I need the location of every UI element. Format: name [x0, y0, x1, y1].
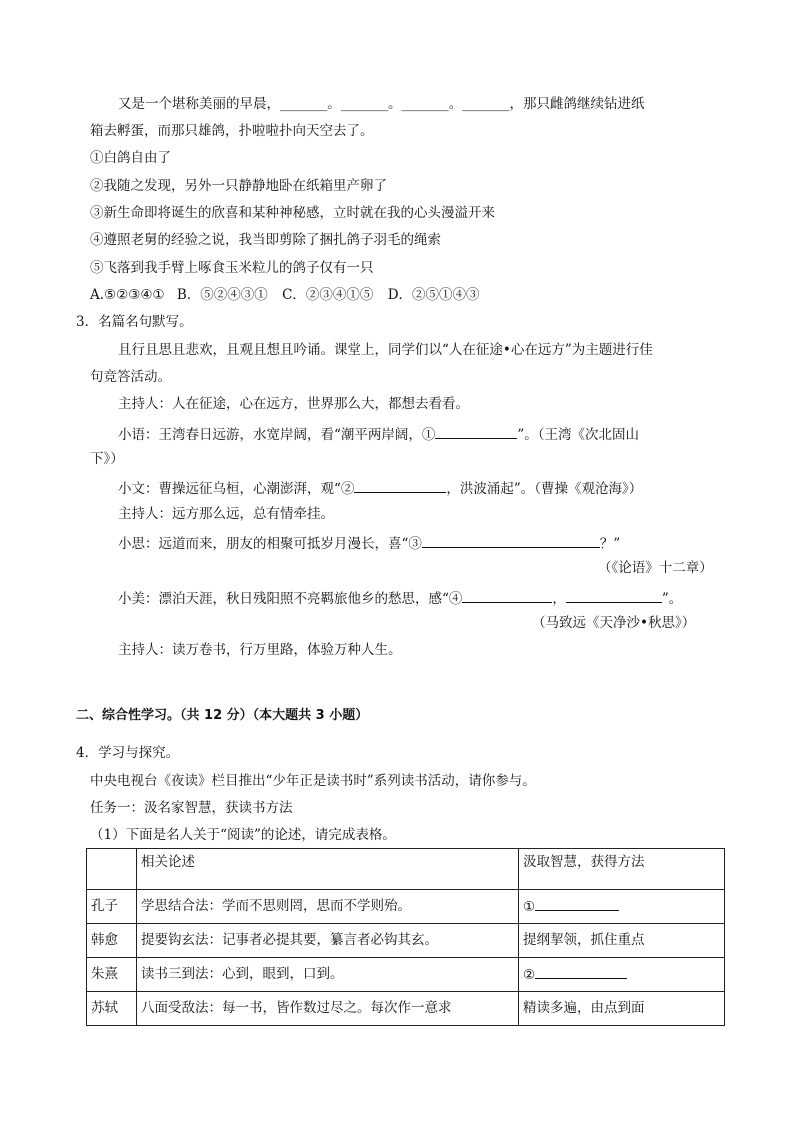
q3-host-3: 主持人：读万卷书，行万里路，体验万种人生。	[118, 642, 402, 658]
q3-xiaomei-text: 小美：漂泊天涯，秋日残阳照不亮羁旅他乡的愁思，感“④	[118, 591, 463, 607]
method-answer-label: ②	[523, 967, 536, 984]
q3-host-1: 主持人：人在征途，心在远方，世界那么大，都想去看看。	[118, 396, 469, 412]
answer-d[interactable]: D．②⑤①④③	[387, 287, 480, 303]
q3-xiaowen	[118, 480, 642, 497]
q4-task-1: 任务一：汲名家智慧，获读书方法	[90, 800, 293, 816]
q3-intro-2: 句竞答活动。	[90, 369, 171, 385]
q3-xiaowen-text: 小文：曹操远征乌桓，心潮澎湃，观“②	[118, 481, 355, 497]
method-answer-cell: 提纲挈领，抓住重点	[519, 924, 725, 958]
q2-stem-line-1	[118, 98, 645, 112]
q2-sep: 。	[388, 96, 402, 112]
q4-intro: 中央电视台《夜读》栏目推出“少年正是读书时”系列读书活动，请你参与。	[90, 773, 536, 789]
q3-intro-1: 且行且思且悲欢，且观且想且吟诵。课堂上，同学们以“人在征途•心在远方”为主题进行佳	[118, 342, 653, 358]
method-answer-cell	[519, 958, 725, 992]
q3-host-2: 主持人：远方那么远，总有情牵挂。	[118, 506, 334, 522]
table-row	[87, 958, 725, 992]
q2-answer-choices	[90, 289, 480, 303]
section-heading: 二、综合性学习。（共 12 分）（本大题共 3 小题）	[76, 708, 369, 723]
answer-a[interactable]: A.⑤②③④①	[90, 287, 165, 303]
q2-sep: 。	[448, 96, 463, 112]
answer-blank-4a[interactable]	[462, 590, 552, 603]
answer-c[interactable]: C．②③④①⑤	[282, 287, 374, 303]
q2-stem-line-2: 箱去孵蛋，而那只雄鸽，扑啦啦扑向天空去了。	[90, 123, 374, 139]
method-text: 读书三到法：心到，眼到，口到。	[137, 958, 519, 992]
q3-title: 3．名篇名句默写。	[76, 314, 193, 330]
q3-xiaosi-end: ？”	[599, 536, 621, 552]
table-header-row	[87, 849, 725, 890]
answer-blank-3[interactable]	[422, 535, 600, 548]
q3-xiaoyu-text: 小语：王湾春日远游，水宽岸阔，看“潮平两岸阔，①	[118, 427, 436, 443]
method-text: 学思结合法：学而不思则罔，思而不学则殆。	[137, 890, 519, 924]
q3-xiaomei-sep: ，	[552, 591, 566, 607]
q4-sub-1: （1）下面是名人关于“阅读”的论述，请完成表格。	[90, 827, 396, 843]
person-name: 朱熹	[87, 958, 137, 992]
q2-option-4: ④遵照老舅的经验之说，我当即剪除了捆扎鸽子羽毛的绳索	[90, 232, 441, 248]
person-name: 韩愈	[87, 924, 137, 958]
q2-sep: 。	[327, 96, 341, 112]
q3-xiaoyu-cont: 下》）	[90, 451, 124, 467]
reading-methods-table	[86, 848, 725, 1026]
table-row	[87, 992, 725, 1026]
method-answer-label: ①	[523, 899, 536, 916]
table-header-cell: 相关论述	[137, 849, 519, 890]
q3-xiaoyu	[118, 426, 639, 443]
table-row	[87, 924, 725, 958]
q3-xiaosi-text: 小思：远道而来，朋友的相聚可抵岁月漫长，喜“③	[118, 536, 422, 552]
q2-blank-4[interactable]: _______	[462, 96, 510, 112]
answer-blank-1[interactable]	[435, 426, 517, 439]
q4-title: 4．学习与探究。	[76, 745, 180, 761]
table-row	[87, 890, 725, 924]
method-answer-cell	[519, 890, 725, 924]
q2-option-2: ②我随之发现，另外一只静静地卧在纸箱里产卵了	[90, 178, 387, 194]
answer-b[interactable]: B．⑤②④③①	[176, 287, 268, 303]
q2-option-1: ①白鸽自由了	[90, 150, 171, 166]
method-text: 八面受敌法：每一书，皆作数过尽之。每次作一意求	[137, 992, 519, 1026]
table-answer-blank-2[interactable]	[535, 966, 627, 979]
person-name: 苏轼	[87, 992, 137, 1026]
answer-blank-4b[interactable]	[566, 590, 662, 603]
q3-source-lunyu: （《论语》十二章）	[598, 560, 713, 576]
table-answer-blank-1[interactable]	[535, 898, 619, 911]
q3-xiaomei-end: ”。	[661, 591, 683, 607]
q2-blank-1[interactable]: _______	[280, 96, 328, 112]
q3-xiaoyu-source: ”。（王湾《次北固山	[517, 427, 640, 443]
answer-blank-2[interactable]	[354, 480, 446, 493]
method-text: 提要钩玄法：记事者必提其要，纂言者必钩其玄。	[137, 924, 519, 958]
method-answer-cell: 精读多遍，由点到面	[519, 992, 725, 1026]
q2-option-5: ⑤飞落到我手臂上啄食玉米粒儿的鸽子仅有一只	[90, 260, 374, 276]
q2-blank-2[interactable]: _______	[340, 96, 388, 112]
person-name: 孔子	[87, 890, 137, 924]
q3-xiaowen-source: ，洪波涌起”。（曹操《观沧海》）	[446, 481, 643, 497]
q2-stem-text-b: ，那只雌鸽继续钻进纸	[509, 96, 645, 112]
q3-xiaomei	[118, 590, 682, 607]
q2-option-3: ③新生命即将诞生的欣喜和某种神秘感，立时就在我的心头漫溢开来	[90, 205, 495, 221]
q2-stem-text: 又是一个堪称美丽的早晨，	[118, 96, 280, 112]
table-header-cell: 汲取智慧，获得方法	[519, 849, 725, 890]
q3-xiaosi	[118, 535, 620, 552]
table-header-cell	[87, 849, 137, 890]
q2-blank-3[interactable]: _______	[401, 96, 449, 112]
q3-source-ma: （马致远《天净沙•秋思》）	[532, 615, 696, 631]
